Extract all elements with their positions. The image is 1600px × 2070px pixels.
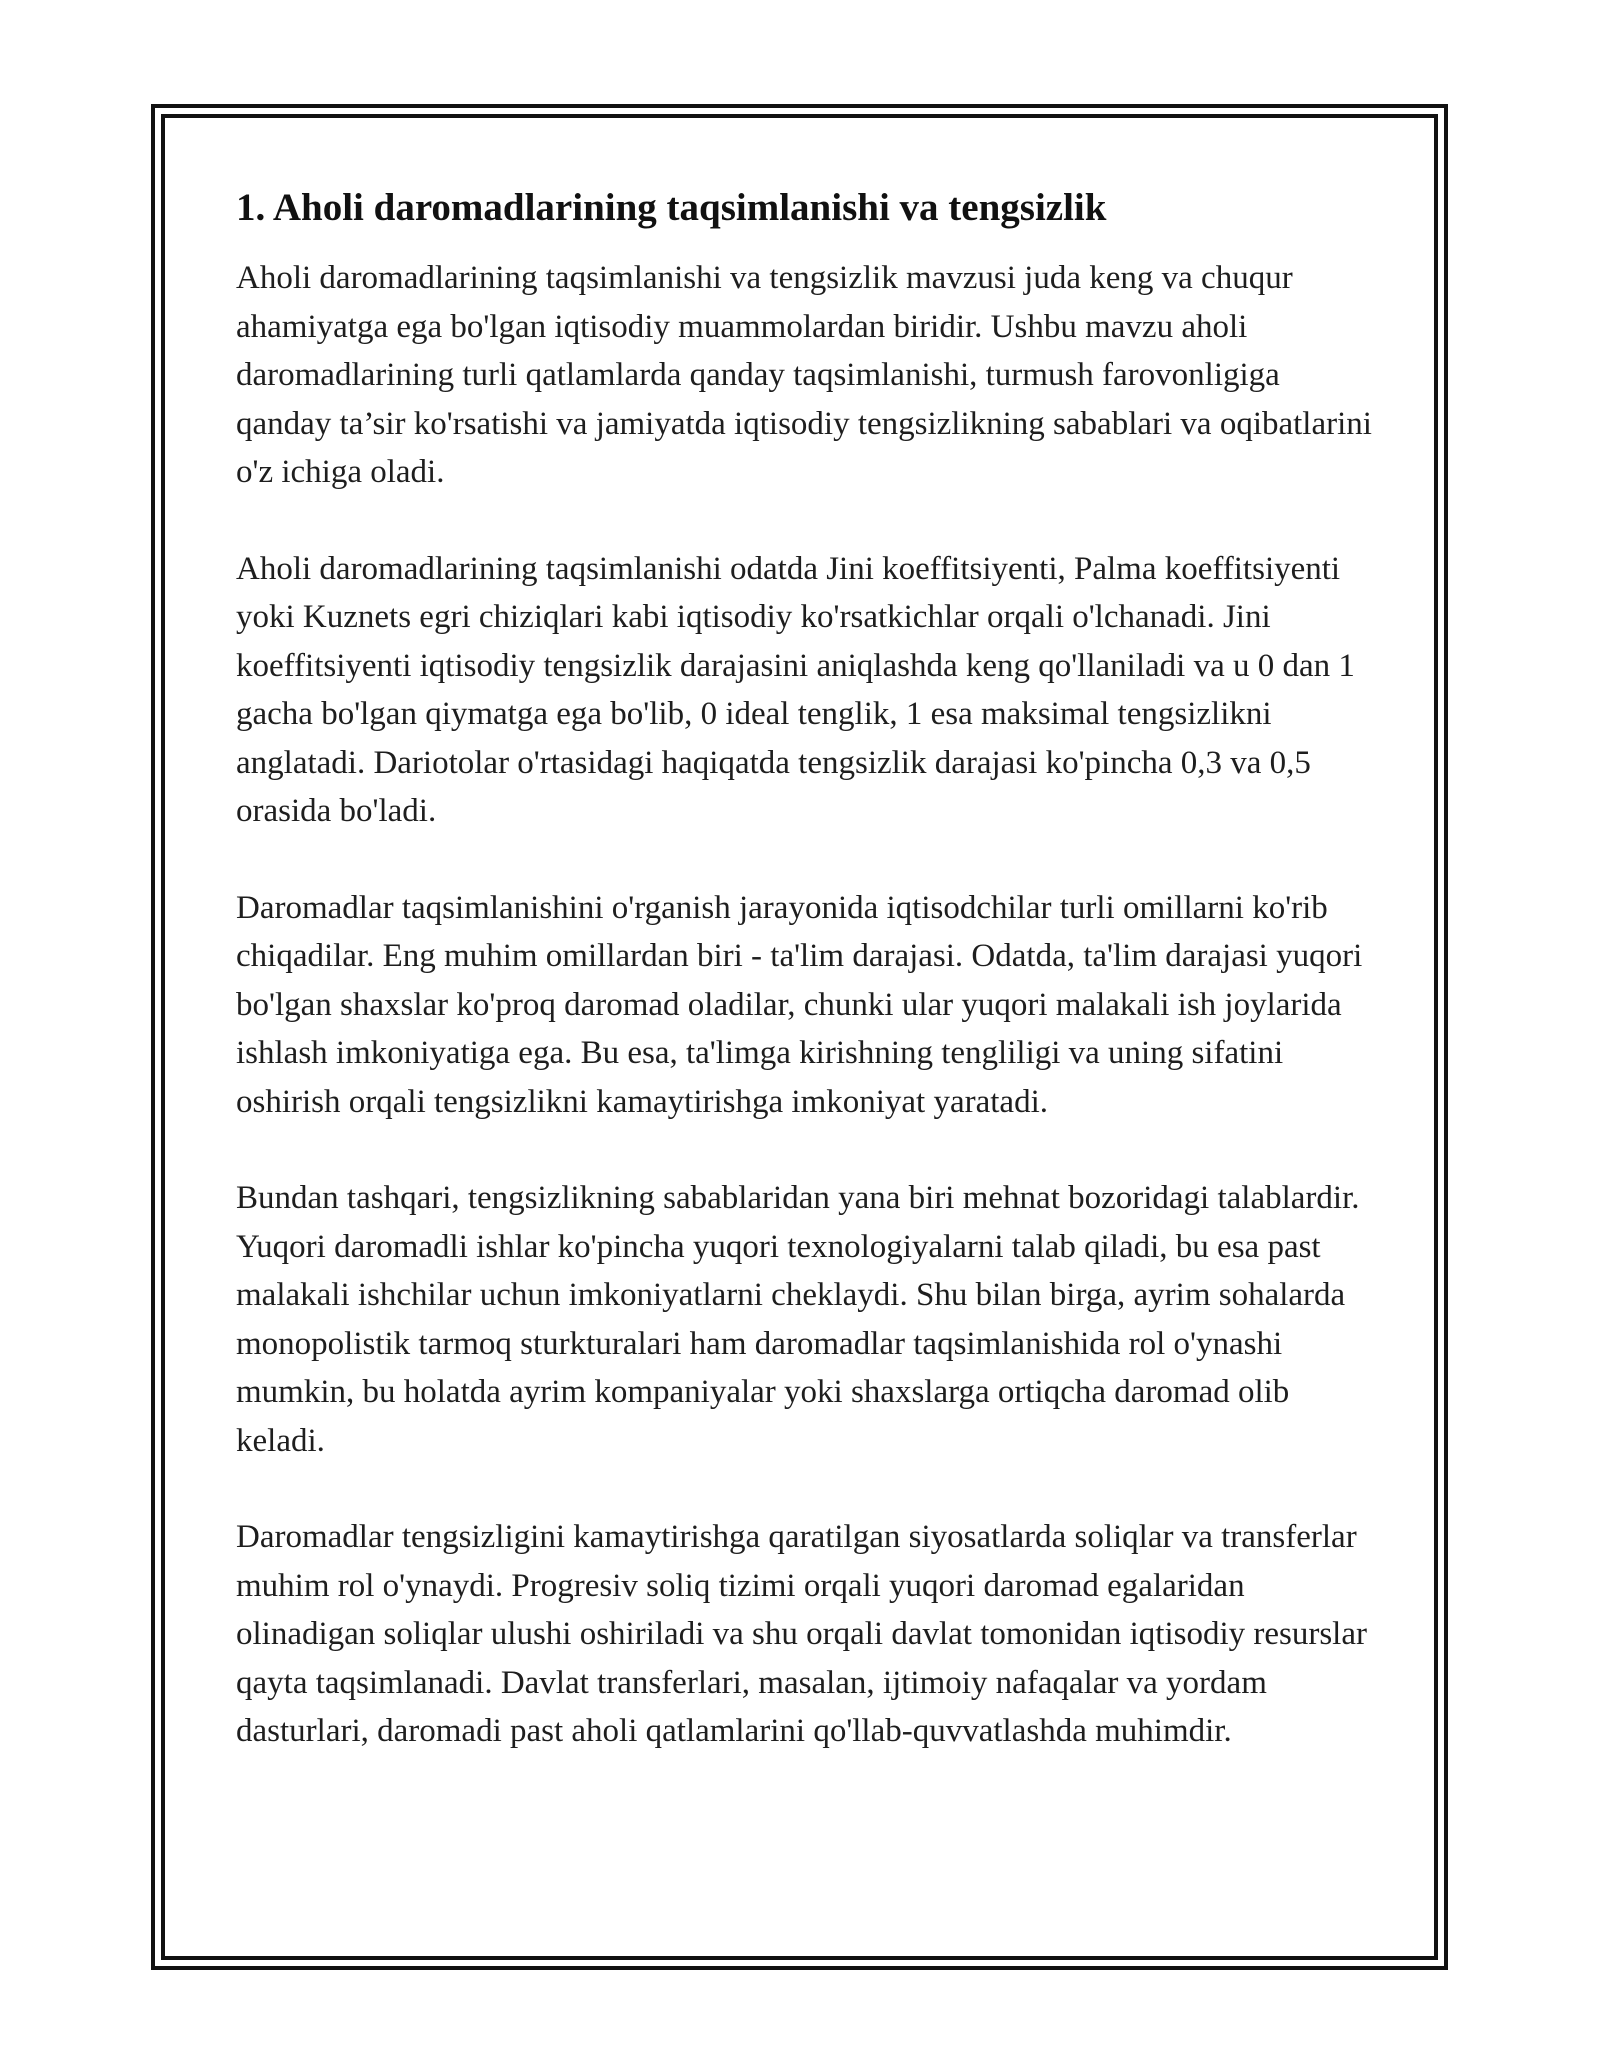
paragraph-2: Aholi daromadlarining taqsimlanishi odatda Jini koeffitsiyenti, Palma koeffitsiyenti yoki Kuznets egri chiziqlari kabi iqtisodiy ko'rsatkichlar orqali o'lchanadi. Jini koeffitsiyenti iqtisodiy tengsizlik darajasini aniqlashda keng qo'llaniladi va u 0 dan 1 gacha bo'lgan qiymatga ega bo'lib, 0 ideal tenglik, 1 esa maksimal tengsizlikni anglatadi. Dariotolar o'rtasidagi haqiqatda tengsizlik darajasi ko'pincha 0,3 va 0,5 orasida bo'ladi. (236, 550, 1355, 829)
section-heading: 1. Aholi daromadlarining taqsimlanishi va tengsizlik (236, 186, 1107, 229)
paragraph-1: Aholi daromadlarining taqsimlanishi va tengsizlik mavzusi juda keng va chuqur ahamiyatga ega bo'lgan iqtisodiy muammolardan biridir. Ushbu mavzu aholi daromadlarining turli qatlamlarda qanday taqsimlanishi, turmush farovonligiga qanday ta’sir ko'rsatishi va jamiyatda iqtisodiy tengsizlikning sabablari va oqibatlarini o'z ichiga oladi. (236, 260, 1372, 490)
paragraph-4: Bundan tashqari, tengsizlikning sabablaridan yana biri mehnat bozoridagi talablardir. Yuqori daromadli ishlar ko'pincha yuqori texnologiyalarni talab qiladi, bu esa past malakali ishchilar uchun imkoniyatlarni cheklaydi. Shu bilan birga, ayrim sohalarda monopolistik tarmoq sturkturalari ham daromadlar taqsimlanishida rol o'ynashi mumkin, bu holatda ayrim kompaniyalar yoki shaxslarga ortiqcha daromad olib keladi. (236, 1180, 1360, 1459)
document-body (236, 184, 1376, 1804)
paragraph-3: Daromadlar taqsimlanishini o'rganish jarayonida iqtisodchilar turli omillarni ko'rib chiqadilar. Eng muhim omillardan biri - ta'lim darajasi. Odatda, ta'lim darajasi yuqori bo'lgan shaxslar ko'proq daromad oladilar, chunki ular yuqori malakali ish joylarida ishlash imkoniyatiga ega. Bu esa, ta'limga kirishning tengliligi va uning sifatini oshirish orqali tengsizlikni kamaytirishga imkoniyat yaratadi. (236, 889, 1363, 1120)
paragraph-5: Daromadlar tengsizligini kamaytirishga qaratilgan siyosatlarda soliqlar va transferlar muhim rol o'ynaydi. Progresiv soliq tizimi orqali yuqori daromad egalaridan olinadigan soliqlar ulushi oshiriladi va shu orqali davlat tomonidan iqtisodiy resurslar qayta taqsimlanadi. Davlat transferlari, masalan, ijtimoiy nafaqalar va yordam dasturlari, daromadi past aholi qatlamlarini qo'llab-quvvatlashda muhimdir. (236, 1519, 1367, 1749)
